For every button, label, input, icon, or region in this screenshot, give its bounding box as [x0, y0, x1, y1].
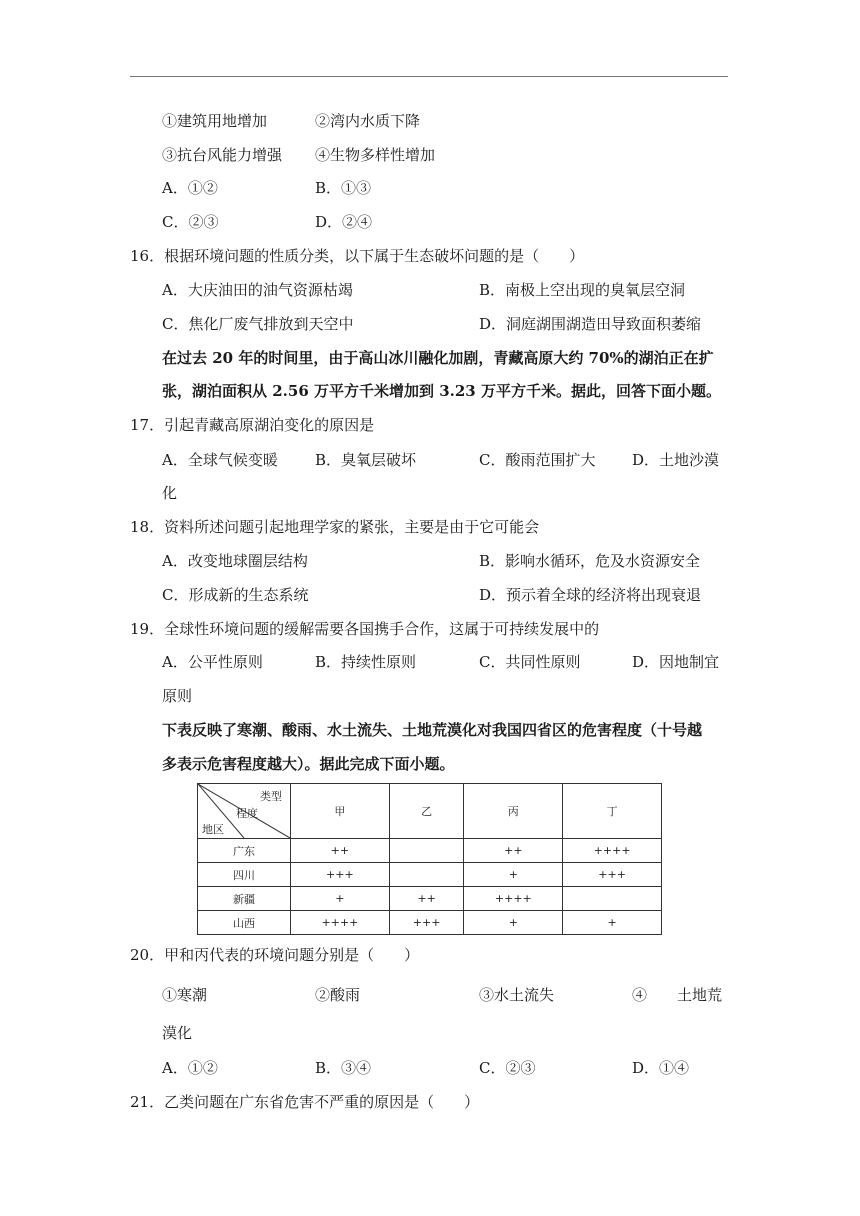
table-cell — [389, 863, 464, 887]
material2-line1: 下表反映了寒潮、酸雨、水土流失、土地荒漠化对我国四省区的危害程度（十号越 — [162, 721, 703, 739]
table-col-header: 丙 — [464, 784, 563, 839]
q17-choice-b: B．臭氧层破坏 — [315, 451, 417, 469]
table-cell: +++ — [389, 911, 464, 935]
q18-choice-c: C．形成新的生态系统 — [162, 586, 309, 604]
material1-line1: 在过去 20 年的时间里，由于高山冰川融化加剧，青藏高原大约 70%的湖泊正在扩 — [162, 349, 714, 367]
q17-stem: 17．引起青藏高原湖泊变化的原因是 — [130, 416, 375, 434]
table-cell — [563, 887, 662, 911]
corner-region-label: 地区 — [202, 823, 224, 836]
table-col-header: 丁 — [563, 784, 662, 839]
q19-stem: 19．全球性环境问题的缓解需要各国携手合作，这属于可持续发展中的 — [130, 620, 600, 638]
q17-wrap: 化 — [162, 484, 178, 502]
table-header-row — [198, 784, 662, 839]
table-col-header: 甲 — [291, 784, 390, 839]
table-row — [198, 887, 662, 911]
table-corner-cell — [198, 784, 291, 839]
q20-item-4: ④ 土地荒 — [632, 986, 723, 1004]
corner-type-label: 类型 — [260, 790, 282, 803]
q16-choice-c: C．焦化厂废气排放到天空中 — [162, 315, 354, 333]
q16-choice-d: D．洞庭湖围湖造田导致面积萎缩 — [479, 315, 702, 333]
q20-choice-a: A．①② — [162, 1059, 218, 1077]
material1-line2: 张，湖泊面积从 2.56 万平方千米增加到 3.23 万平方千米。据此，回答下面小题。 — [162, 382, 721, 400]
q15-choice-c: C．②③ — [162, 213, 219, 231]
table-cell: +++ — [563, 863, 662, 887]
material2-line2: 多表示危害程度越大）。据此完成下面小题。 — [162, 755, 455, 773]
q20-item-2: ②酸雨 — [315, 986, 361, 1004]
table-cell: + — [464, 863, 563, 887]
table-row — [198, 839, 662, 863]
table-row-region: 山西 — [198, 911, 291, 935]
q19-wrap: 原则 — [162, 687, 193, 705]
table-cell: ++ — [464, 839, 563, 863]
q20-item-1: ①寒潮 — [162, 986, 208, 1004]
table-cell: ++ — [389, 887, 464, 911]
table-cell: +++ — [291, 863, 390, 887]
q15-item-3: ③抗台风能力增强 — [162, 146, 283, 164]
q20-choice-c: C．②③ — [479, 1059, 536, 1077]
q19-choice-d: D．因地制宜 — [632, 653, 720, 671]
q18-stem: 18．资料所述问题引起地理学家的紧张，主要是由于它可能会 — [130, 518, 540, 536]
header-rule — [130, 76, 728, 77]
table-row — [198, 911, 662, 935]
q15-choice-a: A．①② — [162, 179, 218, 197]
table-cell: + — [464, 911, 563, 935]
q18-choice-d: D．预示着全球的经济将出现衰退 — [479, 586, 702, 604]
q19-choice-c: C．共同性原则 — [479, 653, 581, 671]
q17-choice-d: D．土地沙漠 — [632, 451, 720, 469]
q17-choice-c: C．酸雨范围扩大 — [479, 451, 596, 469]
table-cell: ++++ — [291, 911, 390, 935]
table-row-region: 四川 — [198, 863, 291, 887]
q15-item-1: ①建筑用地增加 — [162, 112, 268, 130]
table-cell: ++ — [291, 839, 390, 863]
q17-choice-a: A．全球气候变暖 — [162, 451, 278, 469]
table-cell — [389, 839, 464, 863]
table-cell: ++++ — [563, 839, 662, 863]
q15-item-2: ②湾内水质下降 — [315, 112, 421, 130]
corner-degree-label: 程度 — [236, 807, 258, 820]
table-row — [198, 863, 662, 887]
q16-stem: 16．根据环境问题的性质分类，以下属于生态破坏问题的是（ ） — [130, 247, 585, 265]
q20-stem: 20．甲和丙代表的环境问题分别是（ ） — [130, 946, 420, 964]
q15-item-4: ④生物多样性增加 — [315, 146, 436, 164]
q21-stem: 21．乙类问题在广东省危害不严重的原因是（ ） — [130, 1093, 480, 1111]
table-cell: ++++ — [464, 887, 563, 911]
q18-choice-a: A．改变地球圈层结构 — [162, 552, 308, 570]
q19-choice-b: B．持续性原则 — [315, 653, 417, 671]
q20-items-wrap: 漠化 — [162, 1024, 193, 1042]
table-cell: + — [291, 887, 390, 911]
q20-item-3: ③水土流失 — [479, 986, 555, 1004]
table-row-region: 新疆 — [198, 887, 291, 911]
q20-choice-d: D．①④ — [632, 1059, 690, 1077]
table-col-header: 乙 — [389, 784, 464, 839]
q15-choice-d: D．②④ — [315, 213, 373, 231]
q19-choice-a: A．公平性原则 — [162, 653, 263, 671]
hazard-table — [197, 783, 662, 935]
table-row-region: 广东 — [198, 839, 291, 863]
q15-choice-b: B．①③ — [315, 179, 372, 197]
table-cell: + — [563, 911, 662, 935]
q16-choice-a: A．大庆油田的油气资源枯竭 — [162, 281, 353, 299]
q18-choice-b: B．影响水循环，危及水资源安全 — [479, 552, 701, 570]
q20-choice-b: B．③④ — [315, 1059, 372, 1077]
q16-choice-b: B．南极上空出现的臭氧层空洞 — [479, 281, 686, 299]
